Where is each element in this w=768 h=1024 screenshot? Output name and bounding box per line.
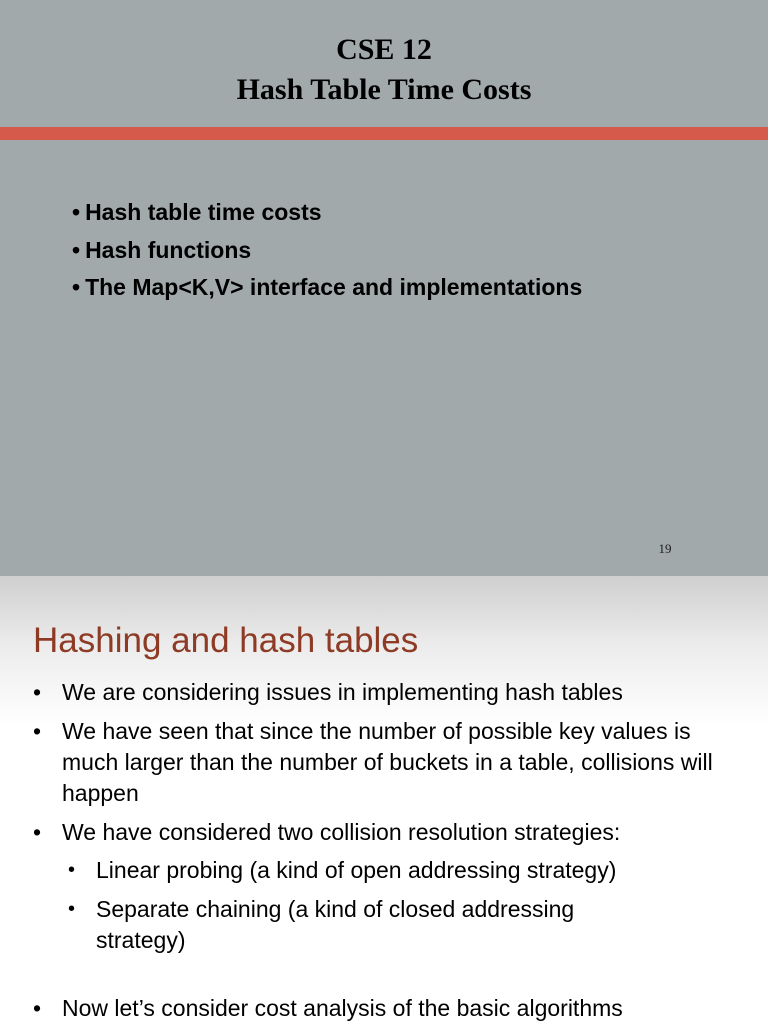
topic-text: Hash functions: [85, 236, 252, 263]
bullet-icon: •: [33, 995, 42, 1021]
topic-item: [72, 232, 582, 270]
bullet-text: Now let’s consider cost analysis of the basic algorithms: [62, 995, 623, 1021]
bullet-icon: •: [68, 859, 76, 881]
bullet-text: We are considering issues in implementing hash tables: [62, 679, 623, 705]
course-code: CSE 12: [336, 33, 432, 66]
topic-item: [72, 269, 582, 307]
bullet-icon: •: [33, 679, 42, 705]
bullet-text: We have considered two collision resolution strategies:: [62, 819, 621, 845]
bullet-icon: •: [33, 819, 42, 845]
bullet-icon: •: [72, 274, 81, 300]
topic-item: [72, 194, 582, 232]
topic-list: [72, 194, 582, 307]
sub-bullet-item: [68, 894, 666, 956]
bullet-icon: •: [33, 718, 42, 744]
slide-number: 19: [658, 541, 672, 556]
bullet-text: We have seen that since the number of possible key values is much larger than the number of buckets in a table, collisions will happen: [62, 718, 713, 806]
bullet-item: [33, 817, 752, 848]
bullet-icon: •: [72, 199, 81, 225]
sub-bullet-item: [68, 855, 756, 886]
bullet-item: [33, 716, 722, 809]
bullet-icon: •: [68, 898, 76, 920]
slide-title: [0, 30, 768, 110]
bullet-item: [33, 677, 752, 708]
topic-text: Hash table time costs: [85, 199, 322, 225]
sub-bullet-text: Linear probing (a kind of open addressing strategy): [96, 857, 617, 883]
lecture-title: Hash Table Time Costs: [236, 73, 532, 106]
bullet-icon: •: [72, 236, 81, 263]
sub-bullet-text: Separate chaining (a kind of closed addressing strategy): [96, 896, 575, 953]
topic-text: The Map<K,V> interface and implementations: [85, 274, 583, 300]
slide-hashing: [0, 576, 768, 1024]
bullet-item: [33, 993, 762, 1024]
title-divider: [0, 127, 768, 140]
slide-heading: Hashing and hash tables: [33, 621, 419, 660]
